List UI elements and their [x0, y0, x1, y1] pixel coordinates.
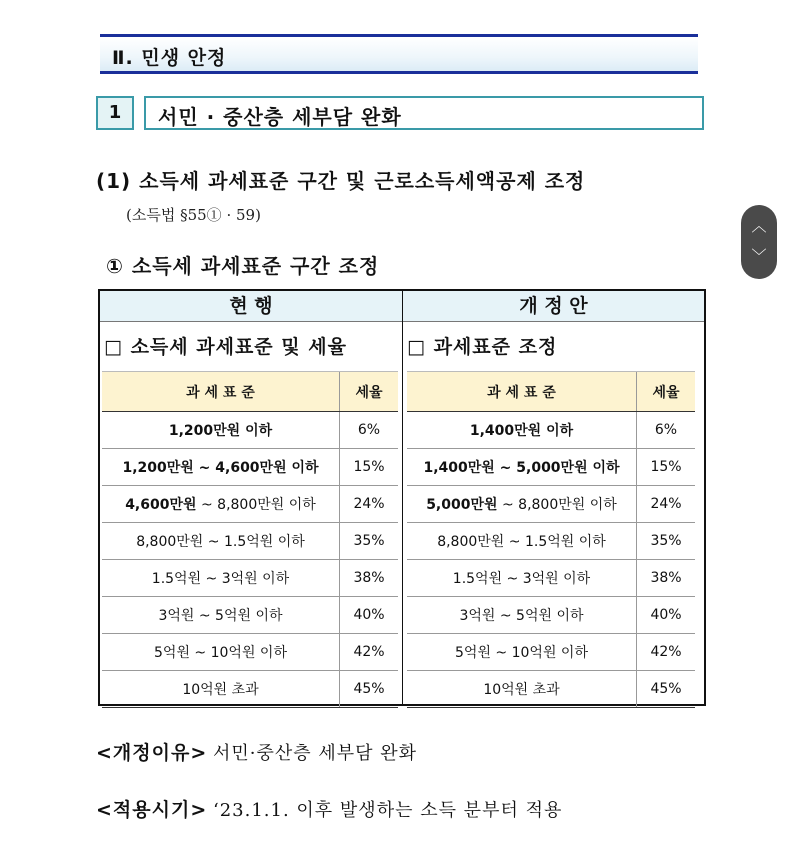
- range-text: ~ 8,800만원 이하: [196, 497, 316, 513]
- range-cell: [102, 486, 340, 523]
- rate-cell: 24%: [637, 486, 696, 523]
- rate-cell: 15%: [637, 449, 696, 486]
- table-row: [407, 560, 695, 597]
- apply-label: <적용시기>: [96, 799, 208, 821]
- table-row: [407, 486, 695, 523]
- rate-cell: 15%: [340, 449, 399, 486]
- range-cell: [102, 412, 340, 449]
- proposed-box-title: □ 과세표준 조정: [407, 336, 558, 358]
- table-row: [407, 523, 695, 560]
- proposed-col-range: 과 세 표 준: [407, 372, 637, 412]
- table-row: [102, 412, 398, 449]
- range-cell: [102, 523, 340, 560]
- range-text: 8,800만원 ~ 1.5억원 이하: [437, 534, 606, 550]
- range-text: 3억원 ~ 5억원 이하: [459, 608, 584, 624]
- reason-line: [96, 738, 417, 765]
- rate-cell: 6%: [637, 412, 696, 449]
- table-row: [102, 560, 398, 597]
- chevron-down-icon[interactable]: ﹀: [751, 247, 767, 265]
- range-bold: 4,600만원: [125, 497, 197, 513]
- rate-cell: 45%: [340, 671, 399, 708]
- range-text: ~ 8,800만원 이하: [497, 497, 617, 513]
- rate-cell: 45%: [637, 671, 696, 708]
- rate-cell: 38%: [340, 560, 399, 597]
- current-col-rate: 세율: [340, 372, 399, 412]
- range-cell: [102, 560, 340, 597]
- range-cell: [407, 671, 637, 708]
- range-bold: 1,200만원 ~ 4,600만원 이하: [122, 460, 319, 476]
- range-cell: [102, 449, 340, 486]
- table-row: [102, 486, 398, 523]
- proposed-col-rate: 세율: [637, 372, 696, 412]
- range-text: 8,800만원 ~ 1.5억원 이하: [136, 534, 305, 550]
- rate-cell: 40%: [340, 597, 399, 634]
- rate-cell: 42%: [637, 634, 696, 671]
- range-cell: [407, 597, 637, 634]
- rate-cell: 42%: [340, 634, 399, 671]
- rate-cell: 6%: [340, 412, 399, 449]
- range-text: 3억원 ~ 5억원 이하: [158, 608, 283, 624]
- range-bold: 1,400만원 이하: [469, 423, 574, 439]
- law-reference: (소득법 §55① · 59): [126, 206, 261, 224]
- table-row: [407, 597, 695, 634]
- table-row: [407, 449, 695, 486]
- range-cell: [407, 449, 637, 486]
- range-cell: [102, 597, 340, 634]
- range-cell: [407, 412, 637, 449]
- current-box-title: □ 소득세 과세표준 및 세율: [104, 336, 347, 358]
- range-text: 5억원 ~ 10억원 이하: [455, 645, 588, 661]
- range-text: 1.5억원 ~ 3억원 이하: [151, 571, 290, 587]
- table-row: [407, 634, 695, 671]
- range-cell: [407, 634, 637, 671]
- table-divider: [402, 290, 403, 705]
- item-title: (1) 소득세 과세표준 구간 및 근로소득세액공제 조정: [96, 169, 586, 193]
- table-row: [407, 671, 695, 708]
- section-title: Ⅱ. 민생 안정: [112, 47, 227, 69]
- table-row: [102, 597, 398, 634]
- rate-cell: 24%: [340, 486, 399, 523]
- range-cell: [102, 671, 340, 708]
- rate-cell: 35%: [637, 523, 696, 560]
- range-cell: [407, 523, 637, 560]
- apply-text: ‘23.1.1. 이후 발생하는 소득 분부터 적용: [213, 800, 563, 821]
- rate-cell: 38%: [637, 560, 696, 597]
- range-text: 1.5억원 ~ 3억원 이하: [452, 571, 591, 587]
- range-text: 10억원 초과: [182, 682, 259, 698]
- range-bold: 1,400만원 ~ 5,000만원 이하: [423, 460, 620, 476]
- chevron-up-icon[interactable]: ︿: [751, 217, 767, 235]
- subsection-number: 1: [96, 96, 134, 130]
- table-row: [102, 671, 398, 708]
- range-bold: 5,000만원: [426, 497, 498, 513]
- proposed-header: 개 정 안: [403, 291, 704, 322]
- range-cell: [102, 634, 340, 671]
- range-cell: [407, 486, 637, 523]
- rate-cell: 35%: [340, 523, 399, 560]
- table-row: [102, 449, 398, 486]
- range-text: 5억원 ~ 10억원 이하: [154, 645, 287, 661]
- section-header: [100, 34, 698, 74]
- table-row: [102, 523, 398, 560]
- subsection-header: [144, 96, 704, 130]
- rate-cell: 40%: [637, 597, 696, 634]
- subsection-title: 서민 · 중산층 세부담 완화: [158, 105, 402, 129]
- range-cell: [407, 560, 637, 597]
- item-subtitle: ① 소득세 과세표준 구간 조정: [106, 254, 380, 278]
- apply-line: [96, 795, 562, 822]
- scroll-control[interactable]: [741, 205, 777, 279]
- reason-text: 서민·중산층 세부담 완화: [213, 743, 418, 764]
- current-header: 현 행: [100, 291, 402, 322]
- reason-label: <개정이유>: [96, 742, 208, 764]
- table-row: [407, 412, 695, 449]
- current-rate-table: [102, 371, 398, 708]
- range-text: 10억원 초과: [483, 682, 560, 698]
- proposed-rate-table: [407, 371, 695, 708]
- table-row: [102, 634, 398, 671]
- current-col-range: 과 세 표 준: [102, 372, 340, 412]
- range-bold: 1,200만원 이하: [168, 423, 273, 439]
